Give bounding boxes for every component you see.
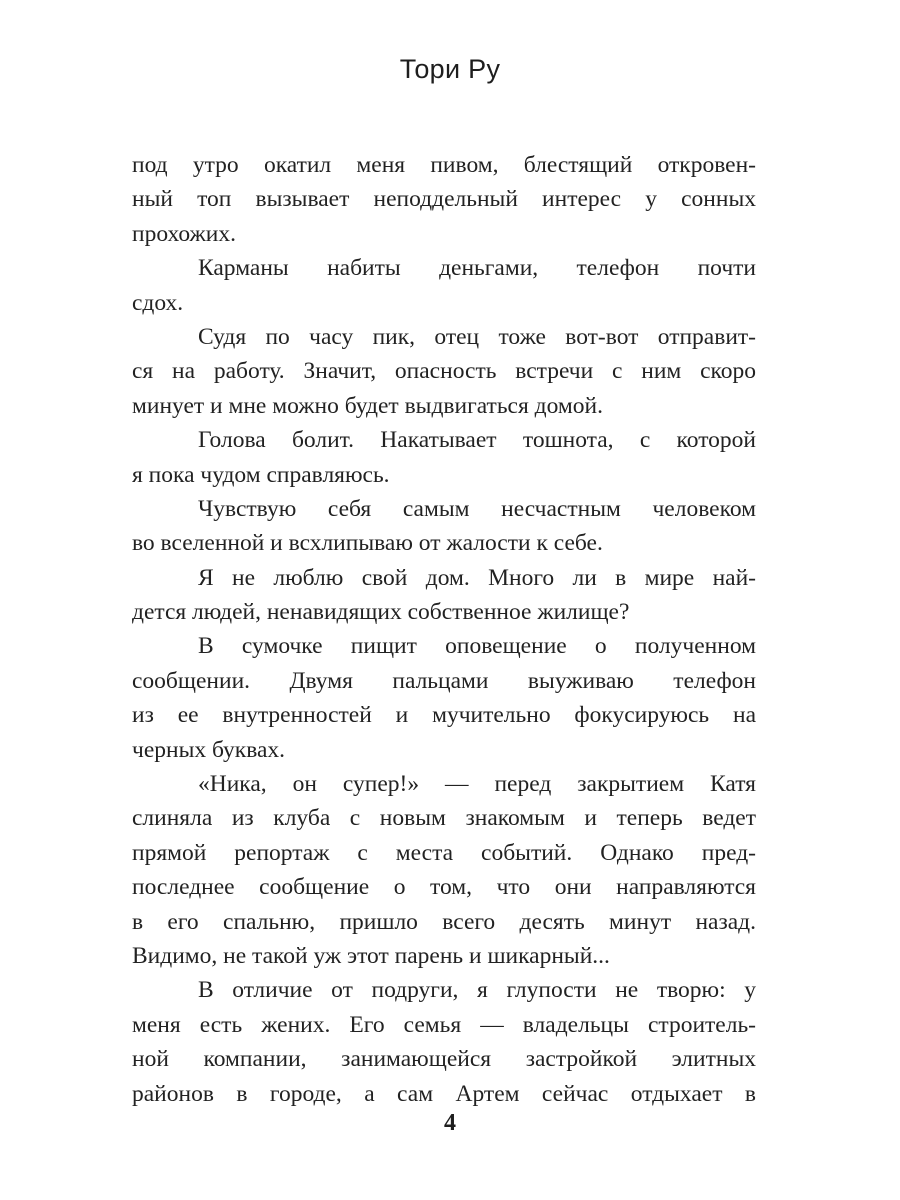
text-line: слиняла из клуба с новым знакомым и теперь ведет xyxy=(132,805,756,832)
text-line: ной компании, занимающейся застройкой элитных xyxy=(132,1046,756,1073)
text-line: под утро окатил меня пивом, блестящий откровен- xyxy=(132,152,756,178)
text-line: районов в городе, а сам Артем сейчас отдыхает в xyxy=(132,1080,756,1107)
text-line: В отличие от подруги, я глупости не творю: у xyxy=(198,977,756,1004)
text-line: прямой репортаж с места событий. Однако пред- xyxy=(132,839,756,866)
text-line: Карманы набиты деньгами, телефон почти xyxy=(198,255,756,282)
text-line: Голова болит. Накатывает тошнота, с которой xyxy=(198,427,756,454)
text-line: последнее сообщение о том, что они направляются xyxy=(132,874,756,901)
text-line: Я не люблю свой дом. Много ли в мире най- xyxy=(198,564,756,591)
page-number: 4 xyxy=(444,1110,456,1136)
text-line: Видимо, не такой уж этот парень и шикарный... xyxy=(132,942,610,969)
text-line: ный топ вызывает неподдельный интерес у сонных xyxy=(132,186,756,213)
text-line: черных буквах. xyxy=(132,736,286,763)
text-line: я пока чудом справляюсь. xyxy=(132,461,390,488)
text-line: меня есть жених. Его семья — владельцы строитель- xyxy=(132,1011,756,1038)
text-line: Судя по часу пик, отец тоже вот-вот отправит- xyxy=(198,323,756,350)
text-line: прохожих. xyxy=(132,220,236,247)
running-head-author: Тори Ру xyxy=(399,54,501,84)
text-line: сдох. xyxy=(132,289,184,316)
text-line: в его спальню, пришло всего десять минут назад. xyxy=(132,908,756,935)
text-line: В сумочке пищит оповещение о полученном xyxy=(198,633,756,660)
text-line: из ее внутренностей и мучительно фокусируюсь на xyxy=(132,702,756,729)
text-line: Чувствую себя самым несчастным человеком xyxy=(198,495,756,522)
text-line: «Ника, он супер!» — перед закрытием Катя xyxy=(198,771,756,798)
text-line: сообщении. Двумя пальцами выуживаю телефон xyxy=(132,667,756,694)
body-text xyxy=(132,148,756,1111)
text-line: во вселенной и всхлипываю от жалости к себе. xyxy=(132,530,603,557)
text-line: ся на работу. Значит, опасность встречи с ним скоро xyxy=(132,358,756,385)
text-line: минует и мне можно будет выдвигаться домой. xyxy=(132,392,603,419)
text-line: дется людей, ненавидящих собственное жилище? xyxy=(132,599,630,626)
